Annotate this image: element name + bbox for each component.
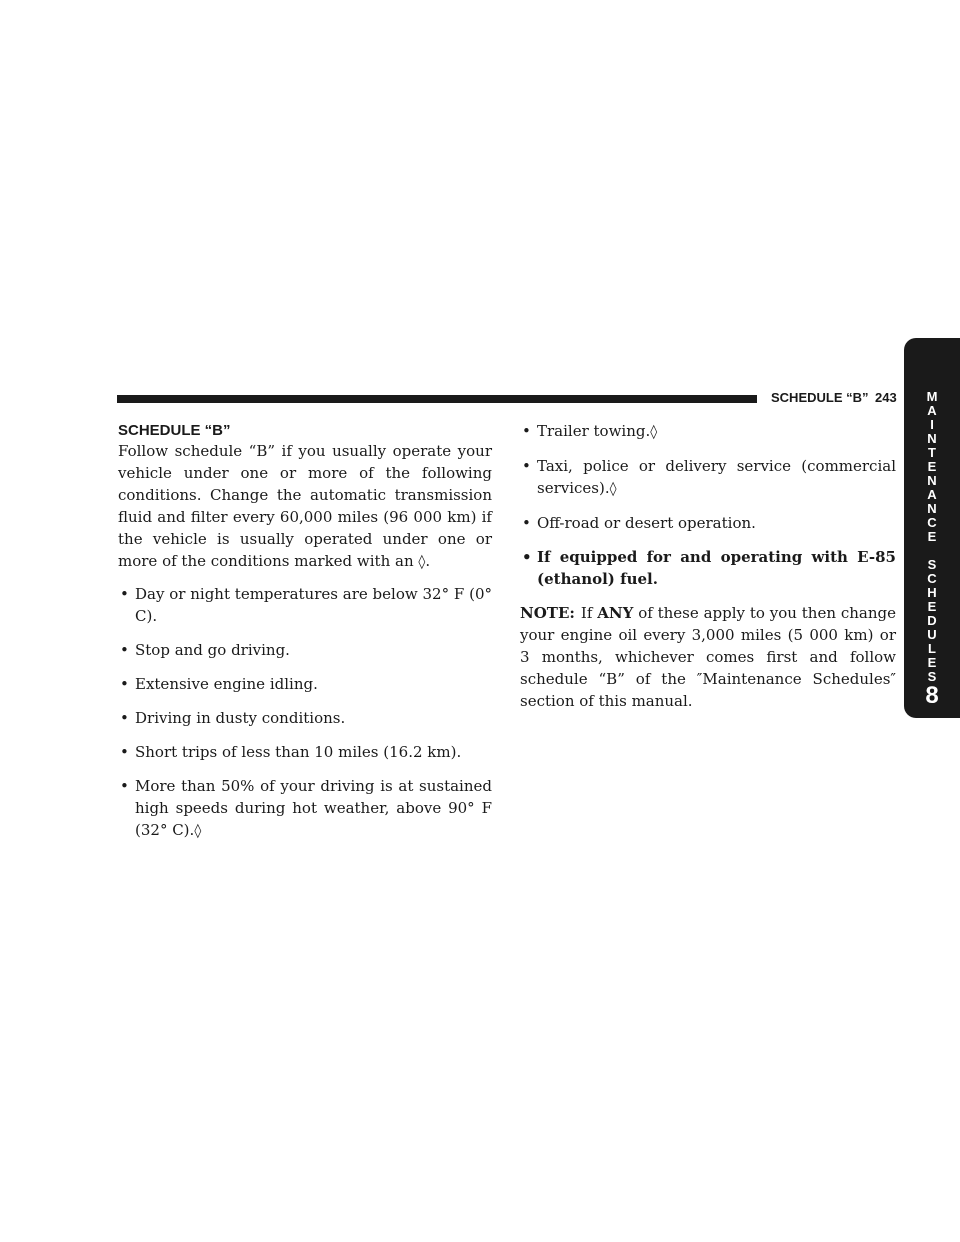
tab-letter: L: [928, 641, 936, 656]
list-item: • Extensive engine idling.: [120, 675, 318, 693]
bullet-icon: •: [120, 641, 129, 659]
bullet-icon: •: [120, 777, 129, 795]
diamond-marker-icon: ◊: [194, 823, 202, 839]
tab-letter: A: [927, 403, 937, 418]
tab-letter: H: [927, 585, 937, 600]
tab-letter: C: [927, 571, 937, 586]
running-header-title: SCHEDULE “B”: [771, 390, 869, 405]
tab-letter: I: [930, 417, 934, 432]
condition-list-left: [118, 583, 492, 842]
page-header: [117, 392, 907, 406]
note-emphasis: ANY: [597, 604, 634, 622]
bullet-icon: •: [522, 514, 531, 532]
bullet-icon: •: [522, 457, 531, 475]
note-paragraph: [520, 602, 896, 712]
chapter-number: 8: [925, 682, 939, 709]
tab-letter: A: [927, 487, 937, 502]
tab-letter: T: [928, 445, 936, 460]
tab-letter: S: [927, 669, 937, 684]
tab-letter: S: [927, 557, 937, 572]
page-number: 243: [875, 390, 897, 405]
tab-letter: E: [927, 599, 937, 614]
left-column: [118, 422, 492, 842]
tab-letter: D: [927, 613, 937, 628]
note-label: NOTE:: [520, 604, 575, 622]
bullet-icon: •: [120, 743, 129, 761]
tab-letter: E: [927, 529, 937, 544]
list-item: • If equipped for and operating with E-85 (ethanol) fuel.: [522, 548, 896, 588]
diamond-marker-icon: ◊: [609, 481, 617, 497]
diamond-marker-icon: ◊: [650, 424, 658, 440]
tab-letter: E: [927, 655, 937, 670]
intro-end: .: [425, 552, 431, 570]
intro-paragraph: [118, 440, 492, 573]
bullet-icon: •: [120, 675, 129, 693]
tab-letter: U: [927, 627, 937, 642]
bullet-icon: •: [120, 585, 129, 603]
chapter-side-tab: [904, 338, 960, 718]
diamond-marker-icon: ◊: [418, 554, 426, 570]
tab-letter: M: [926, 389, 938, 404]
bullet-icon: •: [522, 548, 532, 566]
list-item: • More than 50% of your driving is at sustained high speeds during hot weather, above 90° F (32° C).◊: [120, 777, 492, 839]
list-item: • Driving in dusty conditions.: [120, 709, 346, 727]
tab-letter: C: [927, 515, 937, 530]
list-item: • Day or night temperatures are below 32° F (0° C).: [120, 585, 492, 625]
tab-letter: E: [927, 459, 937, 474]
header-rule: [117, 395, 757, 403]
condition-list-right: [520, 420, 896, 590]
bullet-icon: •: [120, 709, 129, 727]
tab-letter: N: [927, 431, 937, 446]
list-item: • Taxi, police or delivery service (commercial services).◊: [522, 457, 896, 497]
bullet-icon: •: [522, 422, 531, 440]
intro-text: Follow schedule “B” if you usually operate your vehicle under one or more of the following conditions. Change the automatic transmission fluid and filter every 60,000 miles (96 000 km) if the vehicle is usually operated under one or more of the conditions marked with an: [118, 442, 492, 570]
right-column: [520, 420, 896, 712]
list-item: • Short trips of less than 10 miles (16.2 km).: [120, 743, 462, 761]
section-title: SCHEDULE “B”: [118, 422, 231, 439]
list-item: • Off-road or desert operation.: [522, 514, 756, 532]
note-text: of these apply to you then change your engine oil every 3,000 miles (5 000 km) or 3 months, whichever comes first and follow schedule “B” of the ″Maintenance Schedules″ section of this manual.: [520, 604, 896, 710]
tab-letter: N: [927, 473, 937, 488]
note-if: If: [580, 604, 593, 622]
tab-letter: N: [927, 501, 937, 516]
list-item: • Stop and go driving.: [120, 641, 290, 659]
chapter-tab-letters: [904, 390, 960, 684]
list-item: • Trailer towing.◊: [522, 422, 658, 440]
